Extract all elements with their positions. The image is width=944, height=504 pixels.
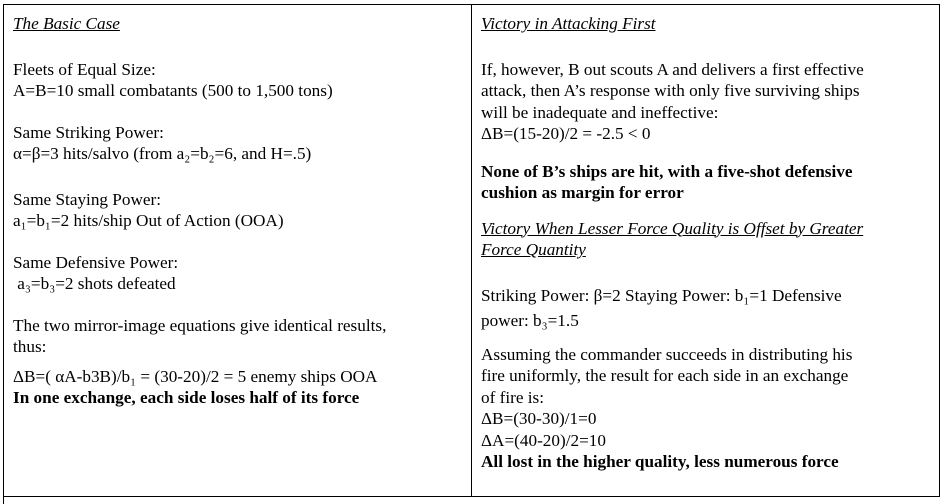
mirror-text-line1: The two mirror-image equations give identical results,: [13, 315, 387, 335]
assume-line2: fire uniformly, the result for each side in an exchange: [481, 366, 849, 385]
attack-bold-line1: None of B’s ships are hit, with a five-shot defensive: [481, 161, 853, 181]
mirror-text-line2: thus:: [13, 337, 47, 356]
assume-line3: of fire is:: [481, 387, 545, 407]
bottom-border: [3, 497, 940, 504]
powers-line2: power: b₃=1.5: [481, 311, 579, 330]
attacking-first-heading: Victory in Attacking First: [481, 14, 656, 33]
basic-conclusion: In one exchange, each side loses half of its force: [13, 388, 360, 407]
attack-para-line3: will be inadequate and ineffective:: [481, 102, 719, 122]
basic-case-column: [4, 5, 472, 496]
fleets-value: A=B=10 small combatants (500 to 1,500 tons): [13, 81, 333, 100]
lesser-quality-heading-line2: Force Quantity: [481, 240, 586, 259]
assume-line1: Assuming the commander succeeds in distributing his: [481, 344, 853, 364]
attack-para-line1: If, however, B out scouts A and delivers a first effective: [481, 59, 864, 79]
final-conclusion: All lost in the higher quality, less numerous force: [481, 452, 839, 471]
staying-value: a₁=b₁=2 hits/ship Out of Action (OOA): [13, 211, 284, 230]
comparison-table: [3, 4, 940, 497]
victory-column: [472, 5, 939, 496]
attack-para-line2: attack, then A’s response with only five surviving ships: [481, 81, 860, 100]
equation-delta-a: ΔA=(40-20)/2=10: [481, 430, 606, 450]
lesser-quality-heading-line1: Victory When Lesser Force Quality is Offset by Greater: [481, 218, 864, 238]
attack-bold-line2: cushion as margin for error: [481, 183, 684, 202]
equation-delta-b: ΔB=(30-30)/1=0: [481, 409, 597, 428]
striking-value: α=β=3 hits/salvo (from a₂=b₂=6, and H=.5): [13, 144, 312, 163]
attack-equation: ΔB=(15-20)/2 = -2.5 < 0: [481, 124, 651, 143]
defensive-title: Same Defensive Power:: [13, 252, 179, 272]
striking-title: Same Striking Power:: [13, 122, 164, 142]
defensive-value: a₃=b₃=2 shots defeated: [13, 274, 176, 293]
basic-equation: ΔB=( αA-b3B)/b₁ = (30-20)/2 = 5 enemy ships OOA: [13, 366, 378, 386]
powers-line1: Striking Power: β=2 Staying Power: b₁=1 Defensive: [481, 285, 842, 305]
basic-case-heading: The Basic Case: [13, 14, 120, 33]
staying-title: Same Staying Power:: [13, 189, 161, 209]
fleets-title: Fleets of Equal Size:: [13, 59, 156, 79]
